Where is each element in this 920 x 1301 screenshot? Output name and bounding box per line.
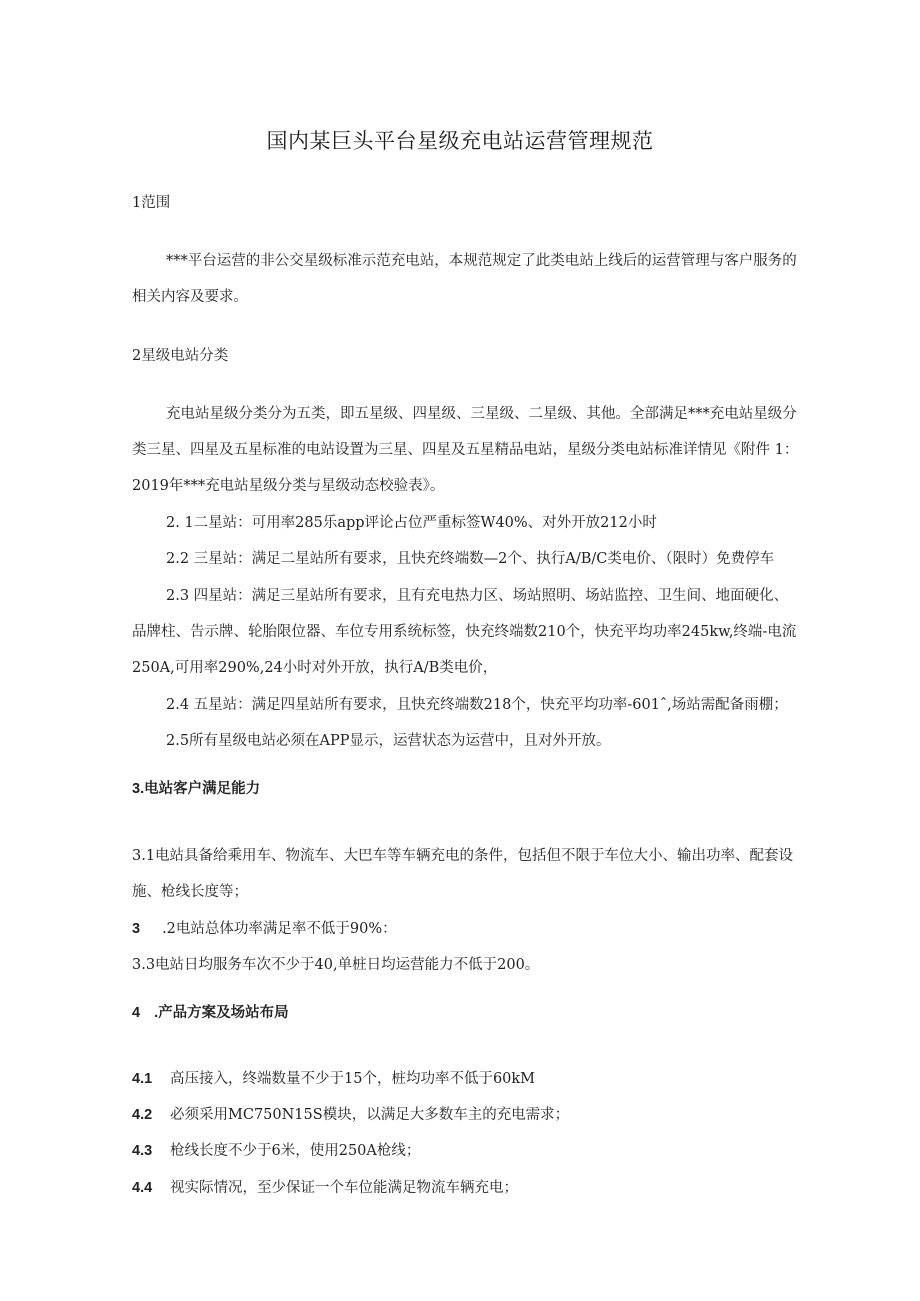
section-4-item-4-2 bbox=[132, 1105, 569, 1125]
section-3-item-3-2 bbox=[132, 919, 397, 939]
section-1-paragraph-line-2: 相关内容及要求。 bbox=[132, 289, 248, 305]
section-2-heading: 2星级电站分类 bbox=[132, 348, 229, 364]
section-2-item-2-3-line-3: 250A,可用率290%,24小时对外开放，执行A/B类电价， bbox=[132, 660, 498, 676]
section-4-item-4-4 bbox=[132, 1178, 518, 1198]
item-text: 枪线长度不少于6米，使用250A枪线； bbox=[170, 1143, 421, 1159]
document-title: 国内某巨头平台星级充电站运营管理规范 bbox=[266, 129, 654, 153]
section-1-heading: 1范围 bbox=[132, 195, 171, 211]
section-2-item-2-3-line-2: 品牌柱、告示牌、轮胎限位器、车位专用系统标签，快充终端数210个，快充平均功率245kw,终端-电流 bbox=[132, 624, 797, 640]
section-2-item-2-4: 2.4 五星站：满足四星站所有要求，且快充终端数218个，快充平均功率-601ˆ,场站需配备雨棚； bbox=[166, 697, 788, 713]
section-3-item-3-3: 3.3电站日均服务车次不少于40,单桩日均运营能力不低于200。 bbox=[132, 957, 540, 973]
section-4-item-4-1 bbox=[132, 1069, 535, 1089]
section-4-item-4-3 bbox=[132, 1141, 420, 1161]
item-text: 必须采用MC750N15S模块，以满足大多数车主的充电需求； bbox=[170, 1107, 570, 1123]
section-2-paragraph-line-3: 2019年***充电站星级分类与星级动态校验表》。 bbox=[132, 478, 445, 494]
section-3-item-3-1-line-1: 3.1电站具备给乘用车、物流车、大巴车等车辆充电的条件，包括但不限于车位大小、输出功率、配套设 bbox=[132, 848, 794, 864]
section-2-paragraph-line-2: 类三星、四星及五星标准的电站设置为三星、四星及五星精品电站，星级分类电站标准详情见《附件 1： bbox=[132, 442, 799, 458]
section-3-heading: 3.电站客户满足能力 bbox=[132, 781, 261, 797]
section-2-item-2-5: 2.5所有星级电站必须在APP显示，运营状态为运营中，且对外开放。 bbox=[166, 733, 611, 749]
section-3-item-3-1-line-2: 施、枪线长度等； bbox=[132, 884, 248, 900]
section-4-heading-number: 4 bbox=[132, 1005, 141, 1021]
section-3-item-3-2-text: .2电站总体功率满足率不低于90%： bbox=[162, 921, 397, 937]
section-2-item-2-3-line-1: 2.3 四星站：满足三星站所有要求，且有充电热力区、场站照明、场站监控、卫生间、地面硬化、 bbox=[166, 588, 789, 604]
section-2-paragraph-line-1: 充电站星级分类分为五类，即五星级、四星级、三星级、二星级、其他。全部满足***充电站星级分 bbox=[166, 406, 797, 422]
item-number: 4.4 bbox=[132, 1180, 153, 1196]
section-2-item-2-1: 2. 1二星站：可用率285乐app评论占位严重标签W40%、对外开放212小时 bbox=[166, 515, 657, 531]
section-3-item-3-2-number: 3 bbox=[132, 921, 141, 937]
section-1-paragraph-line-1: ***平台运营的非公交星级标准示范充电站，本规范规定了此类电站上线后的运营管理与客户服务的 bbox=[166, 253, 797, 269]
section-4-heading-text: .产品方案及场站布局 bbox=[154, 1005, 289, 1021]
item-number: 4.1 bbox=[132, 1071, 153, 1087]
item-number: 4.3 bbox=[132, 1143, 153, 1159]
item-number: 4.2 bbox=[132, 1107, 153, 1123]
item-text: 高压接入，终端数量不少于15个，桩均功率不低于60kM bbox=[170, 1071, 536, 1087]
section-2-item-2-2: 2.2 三星站：满足二星站所有要求，且快充终端数—2个、执行A/B/C类电价、（限时）免费停车 bbox=[166, 551, 775, 567]
section-4-heading bbox=[132, 1003, 289, 1023]
item-text: 视实际情况，至少保证一个车位能满足物流车辆充电； bbox=[170, 1180, 518, 1196]
